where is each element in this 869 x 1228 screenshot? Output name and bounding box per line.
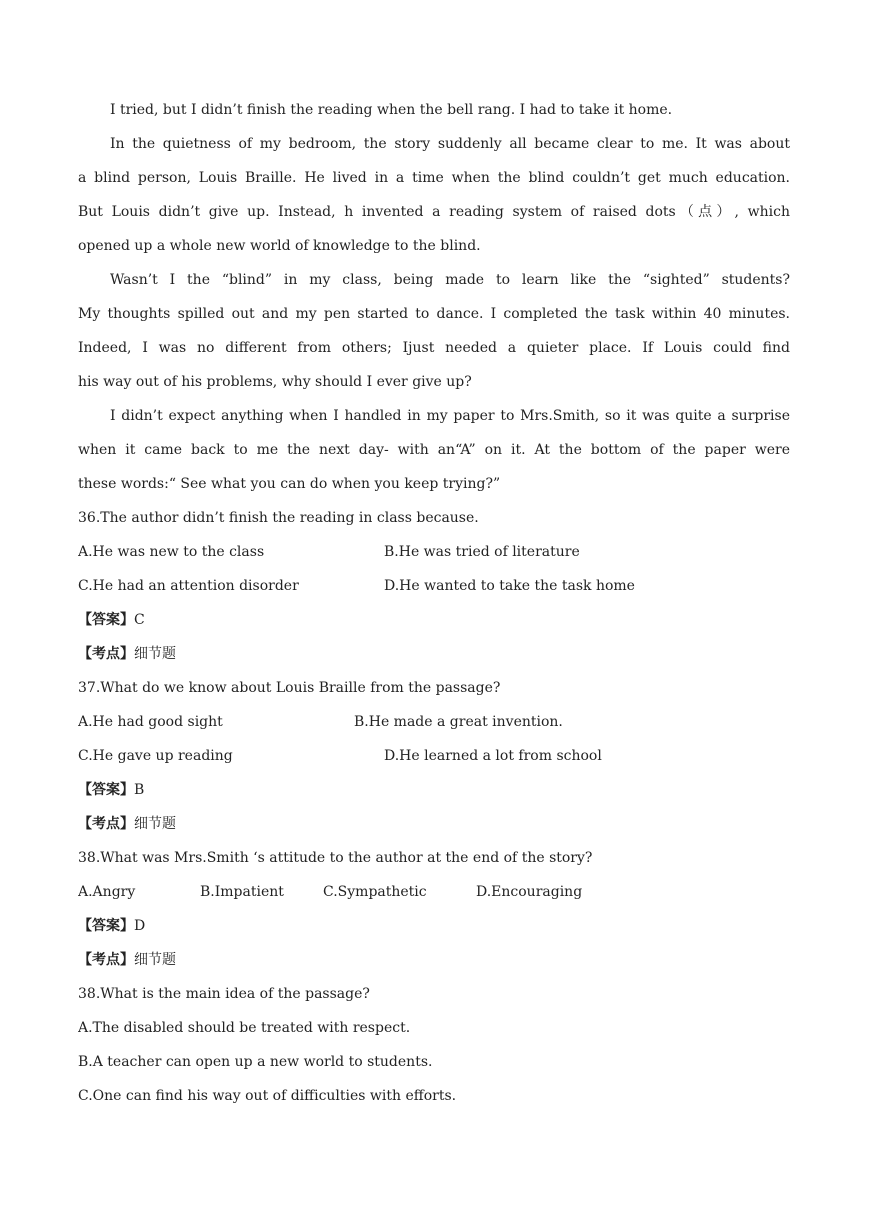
- option-a: A.Angry: [78, 884, 136, 900]
- passage-line: opened up a whole new world of knowledge to the blind.: [78, 238, 481, 254]
- exam-point-line: [78, 946, 790, 980]
- option-d: D.He wanted to take the task home: [384, 578, 635, 594]
- question-stem-36: 36.The author didn’t finish the reading in class because.: [78, 510, 479, 526]
- options-row: [78, 538, 790, 572]
- answer-line: [78, 606, 790, 640]
- option-a: A.He had good sight: [78, 714, 223, 730]
- passage-line: In the quietness of my bedroom, the story suddenly all became clear to me. It was about: [110, 136, 790, 152]
- option-c: C.One can find his way out of difficulties with efforts.: [78, 1088, 457, 1104]
- document-content: [78, 96, 790, 1116]
- passage-line: Wasn’t I the “blind” in my class, being made to learn like the “sighted” students?: [110, 272, 790, 288]
- options-row: [78, 572, 790, 606]
- options-row: [78, 708, 790, 742]
- exam-point-tag: 【考点】: [78, 816, 134, 832]
- option-b: B.He made a great invention.: [354, 714, 563, 730]
- question-stem-38: 38.What was Mrs.Smith ‘s attitude to the author at the end of the story?: [78, 850, 593, 866]
- passage-line: when it came back to me the next day- with an“A” on it. At the bottom of the paper were: [78, 442, 790, 458]
- exam-point-line: [78, 810, 790, 844]
- option-d: D.Encouraging: [476, 884, 583, 900]
- option-c: C.Sympathetic: [323, 884, 427, 900]
- question-stem-37: 37.What do we know about Louis Braille from the passage?: [78, 680, 501, 696]
- option-c: C.He had an attention disorder: [78, 578, 299, 594]
- answer-value: C: [134, 612, 145, 628]
- passage-line: his way out of his problems, why should I ever give up?: [78, 374, 472, 390]
- option-b: B.He was tried of literature: [384, 544, 580, 560]
- exam-point-tag: 【考点】: [78, 952, 134, 968]
- passage-line: I tried, but I didn’t finish the reading when the bell rang. I had to take it home.: [110, 102, 673, 118]
- answer-value: B: [134, 782, 145, 798]
- exam-point-value: 细节题: [134, 816, 176, 832]
- option-b: B.Impatient: [200, 884, 284, 900]
- options-row: [78, 878, 790, 912]
- answer-tag: 【答案】: [78, 612, 134, 628]
- option-c: C.He gave up reading: [78, 748, 233, 764]
- exam-point-tag: 【考点】: [78, 646, 134, 662]
- option-d: D.He learned a lot from school: [384, 748, 602, 764]
- passage-line: these words:“ See what you can do when you keep trying?”: [78, 476, 501, 492]
- answer-line: [78, 776, 790, 810]
- passage-line: My thoughts spilled out and my pen started to dance. I completed the task within 40 minutes.: [78, 306, 790, 322]
- passage-line: Indeed, I was no different from others; Ijust needed a quieter place. If Louis could find: [78, 340, 790, 356]
- options-row: [78, 742, 790, 776]
- exam-point-line: [78, 640, 790, 674]
- answer-value: D: [134, 918, 146, 934]
- passage-line: I didn’t expect anything when I handled in my paper to Mrs.Smith, so it was quite a surprise: [110, 408, 790, 424]
- option-b: B.A teacher can open up a new world to students.: [78, 1054, 433, 1070]
- option-a: A.He was new to the class: [78, 544, 265, 560]
- question-stem-38-main-idea: 38.What is the main idea of the passage?: [78, 986, 370, 1002]
- exam-point-value: 细节题: [134, 646, 176, 662]
- option-a: A.The disabled should be treated with respect.: [78, 1020, 411, 1036]
- answer-tag: 【答案】: [78, 918, 134, 934]
- answer-line: [78, 912, 790, 946]
- passage-line: But Louis didn’t give up. Instead, h invented a reading system of raised dots（点）, which: [78, 204, 790, 220]
- passage-line: a blind person, Louis Braille. He lived in a time when the blind couldn’t get much education.: [78, 170, 790, 186]
- answer-tag: 【答案】: [78, 782, 134, 798]
- exam-point-value: 细节题: [134, 952, 176, 968]
